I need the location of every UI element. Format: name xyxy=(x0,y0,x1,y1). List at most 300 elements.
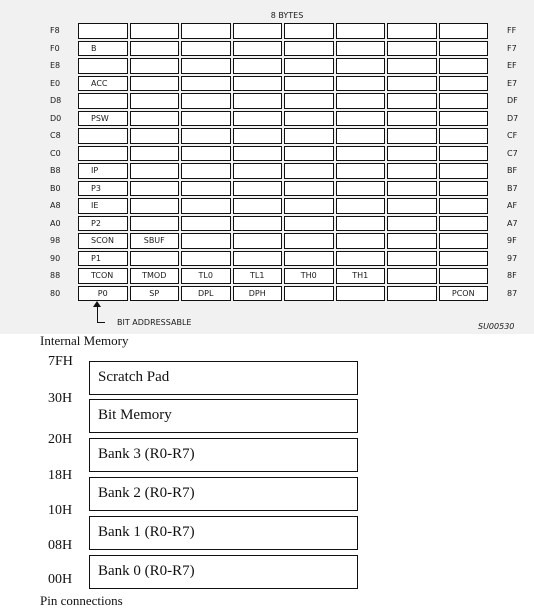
sfr-cell-box xyxy=(439,58,489,74)
sfr-register-name: TL1 xyxy=(250,271,265,280)
sfr-cell-box xyxy=(439,163,489,179)
mem-address-10h: 10H xyxy=(48,503,73,518)
sfr-cell-box xyxy=(130,251,180,267)
sfr-cell xyxy=(438,180,490,198)
sfr-cell xyxy=(283,127,335,145)
sfr-cell-box xyxy=(284,286,334,302)
sfr-cell xyxy=(232,75,284,93)
bit-addressable-arrow-foot xyxy=(97,322,105,323)
sfr-cell xyxy=(180,22,232,40)
sfr-cell xyxy=(386,180,438,198)
mem-block-bank-0 xyxy=(89,555,358,589)
sfr-right-address: FF xyxy=(507,26,517,35)
sfr-cell-box xyxy=(336,181,386,197)
sfr-cell xyxy=(335,75,387,93)
sfr-cell-box xyxy=(336,128,386,144)
sfr-cell-box xyxy=(439,198,489,214)
sfr-cell-box xyxy=(439,128,489,144)
sfr-cell xyxy=(180,197,232,215)
sfr-cell xyxy=(129,57,181,75)
sfr-cell xyxy=(129,197,181,215)
sfr-right-address: CF xyxy=(507,131,518,140)
sfr-cell xyxy=(335,215,387,233)
sfr-cell-box xyxy=(284,233,334,249)
sfr-cell-box xyxy=(181,111,231,127)
sfr-cell-box xyxy=(233,76,283,92)
sfr-cell xyxy=(283,110,335,128)
sfr-cell-box xyxy=(284,128,334,144)
sfr-register-name: TH1 xyxy=(352,271,369,280)
sfr-cell xyxy=(77,57,129,75)
sfr-cell-box xyxy=(336,111,386,127)
mem-address-18h: 18H xyxy=(48,468,73,483)
sfr-cell-box xyxy=(78,216,128,232)
sfr-cell-box xyxy=(387,41,437,57)
sfr-cell-box xyxy=(181,198,231,214)
sfr-left-address: E8 xyxy=(50,61,61,70)
sfr-cell xyxy=(386,197,438,215)
sfr-right-address: 87 xyxy=(507,288,518,298)
sfr-cell xyxy=(77,267,129,285)
sfr-left-address: A8 xyxy=(50,201,61,210)
sfr-cell-box xyxy=(439,251,489,267)
sfr-cell-box xyxy=(130,163,180,179)
sfr-cell xyxy=(180,110,232,128)
sfr-cell xyxy=(77,215,129,233)
sfr-cell-box xyxy=(336,23,386,39)
sfr-right-address: BF xyxy=(507,166,518,175)
sfr-cell xyxy=(129,110,181,128)
sfr-cell xyxy=(283,197,335,215)
sfr-cell xyxy=(438,22,490,40)
sfr-cell xyxy=(232,40,284,58)
sfr-cell-box xyxy=(284,146,334,162)
sfr-cell-box xyxy=(233,58,283,74)
sfr-cell xyxy=(386,75,438,93)
sfr-cell-box xyxy=(78,146,128,162)
sfr-register-name: TH0 xyxy=(300,271,317,280)
sfr-cell-box xyxy=(336,216,386,232)
sfr-cell xyxy=(180,57,232,75)
sfr-cell xyxy=(438,267,490,285)
sfr-left-address: F8 xyxy=(50,26,60,35)
sfr-cell xyxy=(232,92,284,110)
sfr-cell-box xyxy=(78,181,128,197)
sfr-cell-box xyxy=(130,41,180,57)
sfr-cell xyxy=(129,75,181,93)
mem-address-00h: 00H xyxy=(48,572,73,587)
sfr-register-name: B xyxy=(91,43,97,53)
sfr-cell xyxy=(335,92,387,110)
sfr-cell-box xyxy=(336,286,386,302)
sfr-cell xyxy=(180,215,232,233)
sfr-cell xyxy=(283,267,335,285)
sfr-cell xyxy=(438,197,490,215)
sfr-cell xyxy=(438,145,490,163)
sfr-cell-box xyxy=(439,268,489,284)
sfr-register-name: IE xyxy=(91,201,99,210)
sfr-cell-box xyxy=(284,41,334,57)
sfr-left-address: A0 xyxy=(50,218,61,228)
mem-block-label: Scratch Pad xyxy=(98,369,170,385)
sfr-cell-box xyxy=(284,181,334,197)
sfr-cell xyxy=(180,127,232,145)
sfr-register-name: SP xyxy=(149,288,160,298)
sfr-cell xyxy=(77,285,129,303)
sfr-cell-box xyxy=(130,128,180,144)
sfr-register-name: P1 xyxy=(91,253,101,263)
sfr-cell-box xyxy=(336,146,386,162)
sfr-cell-box xyxy=(233,251,283,267)
sfr-register-name: PSW xyxy=(91,113,109,123)
sfr-cell xyxy=(77,162,129,180)
sfr-cell-box xyxy=(336,93,386,109)
sfr-right-address: A7 xyxy=(507,218,518,228)
sfr-cell-box xyxy=(78,41,128,57)
sfr-cell xyxy=(129,232,181,250)
mem-block-bank-1 xyxy=(89,516,358,550)
sfr-cell xyxy=(386,40,438,58)
sfr-cell xyxy=(335,162,387,180)
sfr-cell xyxy=(232,145,284,163)
sfr-cell xyxy=(77,22,129,40)
sfr-cell xyxy=(386,145,438,163)
sfr-left-address: 98 xyxy=(50,236,61,245)
sfr-cell xyxy=(77,250,129,268)
sfr-cell xyxy=(386,127,438,145)
sfr-map-title: 8 BYTES xyxy=(270,11,304,20)
sfr-cell-box xyxy=(336,58,386,74)
sfr-cell xyxy=(335,22,387,40)
sfr-cell xyxy=(438,57,490,75)
mem-block-label: Bank 0 (R0-R7) xyxy=(98,563,195,579)
sfr-cell xyxy=(180,267,232,285)
sfr-cell-box xyxy=(233,216,283,232)
sfr-right-address: DF xyxy=(507,96,518,105)
sfr-cell-box xyxy=(439,76,489,92)
sfr-cell xyxy=(335,267,387,285)
sfr-left-address: C8 xyxy=(50,131,61,140)
sfr-cell xyxy=(232,110,284,128)
sfr-cell xyxy=(283,285,335,303)
sfr-cell-box xyxy=(284,76,334,92)
sfr-cell xyxy=(180,75,232,93)
sfr-left-address: E0 xyxy=(50,78,61,88)
sfr-cell-box xyxy=(233,41,283,57)
sfr-cell xyxy=(335,127,387,145)
sfr-cell-box xyxy=(233,23,283,39)
sfr-register-name: PCON xyxy=(451,288,475,298)
sfr-cell xyxy=(77,127,129,145)
sfr-cell xyxy=(335,250,387,268)
sfr-cell-box xyxy=(181,58,231,74)
sfr-left-address: B0 xyxy=(50,183,61,193)
sfr-right-address: D7 xyxy=(507,113,519,123)
sfr-cell xyxy=(232,215,284,233)
sfr-cell-box xyxy=(439,233,489,249)
mem-block-label: Bank 3 (R0-R7) xyxy=(98,446,195,462)
sfr-cell-box xyxy=(181,251,231,267)
sfr-cell xyxy=(232,285,284,303)
sfr-cell xyxy=(283,232,335,250)
sfr-register-name: ACC xyxy=(91,78,108,88)
sfr-cell-box xyxy=(233,146,283,162)
sfr-cell-box xyxy=(336,233,386,249)
sfr-cell-box xyxy=(284,58,334,74)
mem-block-bank-2 xyxy=(89,477,358,511)
sfr-cell-box xyxy=(130,58,180,74)
sfr-cell xyxy=(77,197,129,215)
sfr-cell xyxy=(180,145,232,163)
sfr-cell-box xyxy=(130,181,180,197)
sfr-cell xyxy=(335,285,387,303)
sfr-cell xyxy=(438,40,490,58)
sfr-cell-box xyxy=(439,146,489,162)
sfr-cell xyxy=(335,232,387,250)
sfr-cell-box xyxy=(233,128,283,144)
sfr-cell-box xyxy=(130,93,180,109)
sfr-cell-box xyxy=(387,23,437,39)
sfr-cell-box xyxy=(387,233,437,249)
sfr-register-name: P2 xyxy=(91,218,101,228)
sfr-left-address: F0 xyxy=(50,43,60,53)
sfr-cell xyxy=(335,145,387,163)
sfr-cell xyxy=(335,197,387,215)
sfr-cell-box xyxy=(284,198,334,214)
sfr-cell-box xyxy=(284,163,334,179)
sfr-cell xyxy=(77,180,129,198)
sfr-cell xyxy=(386,232,438,250)
sfr-cell xyxy=(180,232,232,250)
sfr-cell xyxy=(335,57,387,75)
sfr-cell xyxy=(283,145,335,163)
sfr-cell-box xyxy=(233,93,283,109)
sfr-register-name: DPL xyxy=(198,288,214,298)
sfr-cell xyxy=(180,40,232,58)
sfr-cell xyxy=(129,22,181,40)
sfr-right-address: C7 xyxy=(507,148,518,158)
sfr-register-name: TMOD xyxy=(142,271,167,280)
sfr-cell-box xyxy=(336,198,386,214)
internal-memory-title: Internal Memory xyxy=(40,333,129,348)
sfr-cell-box xyxy=(387,181,437,197)
sfr-cell-box xyxy=(78,58,128,74)
mem-address-20h: 20H xyxy=(48,432,73,447)
sfr-cell xyxy=(180,180,232,198)
sfr-cell-box xyxy=(181,233,231,249)
sfr-cell-box xyxy=(78,251,128,267)
sfr-cell-box xyxy=(233,198,283,214)
sfr-cell-box xyxy=(78,23,128,39)
sfr-cell xyxy=(438,250,490,268)
sfr-cell xyxy=(77,75,129,93)
sfr-cell-box xyxy=(181,23,231,39)
sfr-cell-box xyxy=(439,93,489,109)
sfr-cell xyxy=(283,250,335,268)
sfr-cell xyxy=(129,215,181,233)
sfr-right-address: E7 xyxy=(507,78,518,88)
sfr-cell-box xyxy=(284,93,334,109)
sfr-cell-box xyxy=(181,41,231,57)
sfr-cell-box xyxy=(233,111,283,127)
sfr-left-address: 80 xyxy=(50,288,61,298)
sfr-cell-box xyxy=(130,146,180,162)
sfr-cell xyxy=(232,180,284,198)
sfr-cell-box xyxy=(284,251,334,267)
sfr-right-address: 9F xyxy=(507,236,517,245)
sfr-cell xyxy=(129,40,181,58)
sfr-cell-box xyxy=(336,41,386,57)
mem-address-08h: 08H xyxy=(48,538,73,553)
sfr-cell xyxy=(77,40,129,58)
sfr-cell-box xyxy=(284,216,334,232)
sfr-cell xyxy=(283,162,335,180)
mem-block-scratch-pad xyxy=(89,361,358,395)
sfr-cell xyxy=(129,127,181,145)
sfr-cell-box xyxy=(387,198,437,214)
sfr-cell-box xyxy=(387,216,437,232)
sfr-cell xyxy=(180,162,232,180)
sfr-right-address: EF xyxy=(507,61,517,70)
sfr-right-address: AF xyxy=(507,201,518,210)
sfr-cell xyxy=(129,145,181,163)
figure-code: SU00530 xyxy=(478,322,515,331)
sfr-left-address: 90 xyxy=(50,253,61,263)
sfr-cell-box xyxy=(284,111,334,127)
sfr-cell-box xyxy=(387,268,437,284)
sfr-cell xyxy=(386,162,438,180)
sfr-cell xyxy=(386,57,438,75)
sfr-cell-box xyxy=(181,163,231,179)
sfr-cell xyxy=(283,75,335,93)
sfr-cell-box xyxy=(387,286,437,302)
sfr-cell xyxy=(232,57,284,75)
sfr-cell-box xyxy=(181,76,231,92)
sfr-cell-box xyxy=(439,41,489,57)
mem-block-label: Bank 2 (R0-R7) xyxy=(98,485,195,501)
sfr-cell xyxy=(438,92,490,110)
sfr-cell xyxy=(129,285,181,303)
sfr-cell xyxy=(180,92,232,110)
sfr-cell-box xyxy=(78,128,128,144)
mem-address-30h: 30H xyxy=(48,391,73,406)
mem-block-bank-3 xyxy=(89,438,358,472)
sfr-cell-box xyxy=(130,111,180,127)
sfr-right-address: B7 xyxy=(507,183,518,193)
sfr-cell xyxy=(386,267,438,285)
sfr-register-name: IP xyxy=(91,166,99,175)
sfr-cell xyxy=(438,127,490,145)
sfr-cell xyxy=(386,215,438,233)
sfr-cell xyxy=(232,162,284,180)
sfr-cell xyxy=(335,180,387,198)
sfr-cell xyxy=(77,232,129,250)
sfr-cell-box xyxy=(439,216,489,232)
sfr-left-address: 88 xyxy=(50,271,61,280)
sfr-cell xyxy=(180,285,232,303)
mem-block-bit-memory xyxy=(89,399,358,433)
sfr-cell-box xyxy=(78,93,128,109)
sfr-cell-box xyxy=(387,146,437,162)
sfr-cell xyxy=(386,250,438,268)
sfr-cell xyxy=(129,267,181,285)
sfr-cell xyxy=(386,110,438,128)
sfr-cell xyxy=(438,215,490,233)
sfr-left-address: D8 xyxy=(50,96,62,105)
sfr-cell-box xyxy=(439,23,489,39)
sfr-cell xyxy=(438,110,490,128)
sfr-register-name: SBUF xyxy=(143,236,165,245)
sfr-cell xyxy=(438,162,490,180)
bit-addressable-arrow-line xyxy=(97,303,98,323)
sfr-register-name: TL0 xyxy=(198,271,213,280)
sfr-cell-box xyxy=(181,181,231,197)
sfr-cell-box xyxy=(439,111,489,127)
sfr-cell xyxy=(77,92,129,110)
sfr-cell-box xyxy=(233,163,283,179)
sfr-cell xyxy=(283,215,335,233)
sfr-cell xyxy=(232,250,284,268)
sfr-cell-box xyxy=(387,128,437,144)
sfr-cell xyxy=(232,197,284,215)
sfr-cell-box xyxy=(233,233,283,249)
sfr-cell xyxy=(438,285,490,303)
pin-connections-label: Pin connections xyxy=(40,593,123,608)
sfr-cell xyxy=(77,110,129,128)
sfr-cell xyxy=(335,40,387,58)
mem-block-label: Bank 1 (R0-R7) xyxy=(98,524,195,540)
sfr-register-name: P3 xyxy=(91,183,101,193)
sfr-cell xyxy=(283,22,335,40)
sfr-cell xyxy=(386,92,438,110)
sfr-cell-box xyxy=(181,146,231,162)
bit-addressable-label: BIT ADDRESSABLE xyxy=(117,318,192,327)
sfr-right-address: 8F xyxy=(507,271,517,280)
sfr-cell xyxy=(232,22,284,40)
sfr-cell-box xyxy=(130,76,180,92)
sfr-left-address: C0 xyxy=(50,148,61,158)
sfr-register-name: DPH xyxy=(248,288,266,298)
sfr-cell xyxy=(386,285,438,303)
sfr-cell xyxy=(283,40,335,58)
sfr-cell-box xyxy=(336,163,386,179)
sfr-cell-box xyxy=(130,216,180,232)
sfr-cell xyxy=(77,145,129,163)
sfr-register-name: P0 xyxy=(97,288,108,298)
sfr-cell xyxy=(232,267,284,285)
sfr-cell-box xyxy=(181,128,231,144)
mem-block-label: Bit Memory xyxy=(98,407,172,423)
sfr-cell-box xyxy=(130,198,180,214)
sfr-cell xyxy=(232,127,284,145)
sfr-cell-box xyxy=(78,163,128,179)
sfr-left-address: D0 xyxy=(50,113,62,123)
sfr-cell xyxy=(283,92,335,110)
sfr-right-address: 97 xyxy=(507,253,518,263)
sfr-left-address: B8 xyxy=(50,166,61,175)
sfr-cell-box xyxy=(387,93,437,109)
sfr-cell xyxy=(438,75,490,93)
sfr-cell-box xyxy=(181,216,231,232)
sfr-cell xyxy=(232,232,284,250)
sfr-cell-box xyxy=(387,163,437,179)
sfr-cell xyxy=(335,110,387,128)
sfr-cell-box xyxy=(387,251,437,267)
sfr-right-address: F7 xyxy=(507,43,517,53)
sfr-cell-box xyxy=(387,58,437,74)
sfr-cell xyxy=(180,250,232,268)
sfr-cell-box xyxy=(387,111,437,127)
